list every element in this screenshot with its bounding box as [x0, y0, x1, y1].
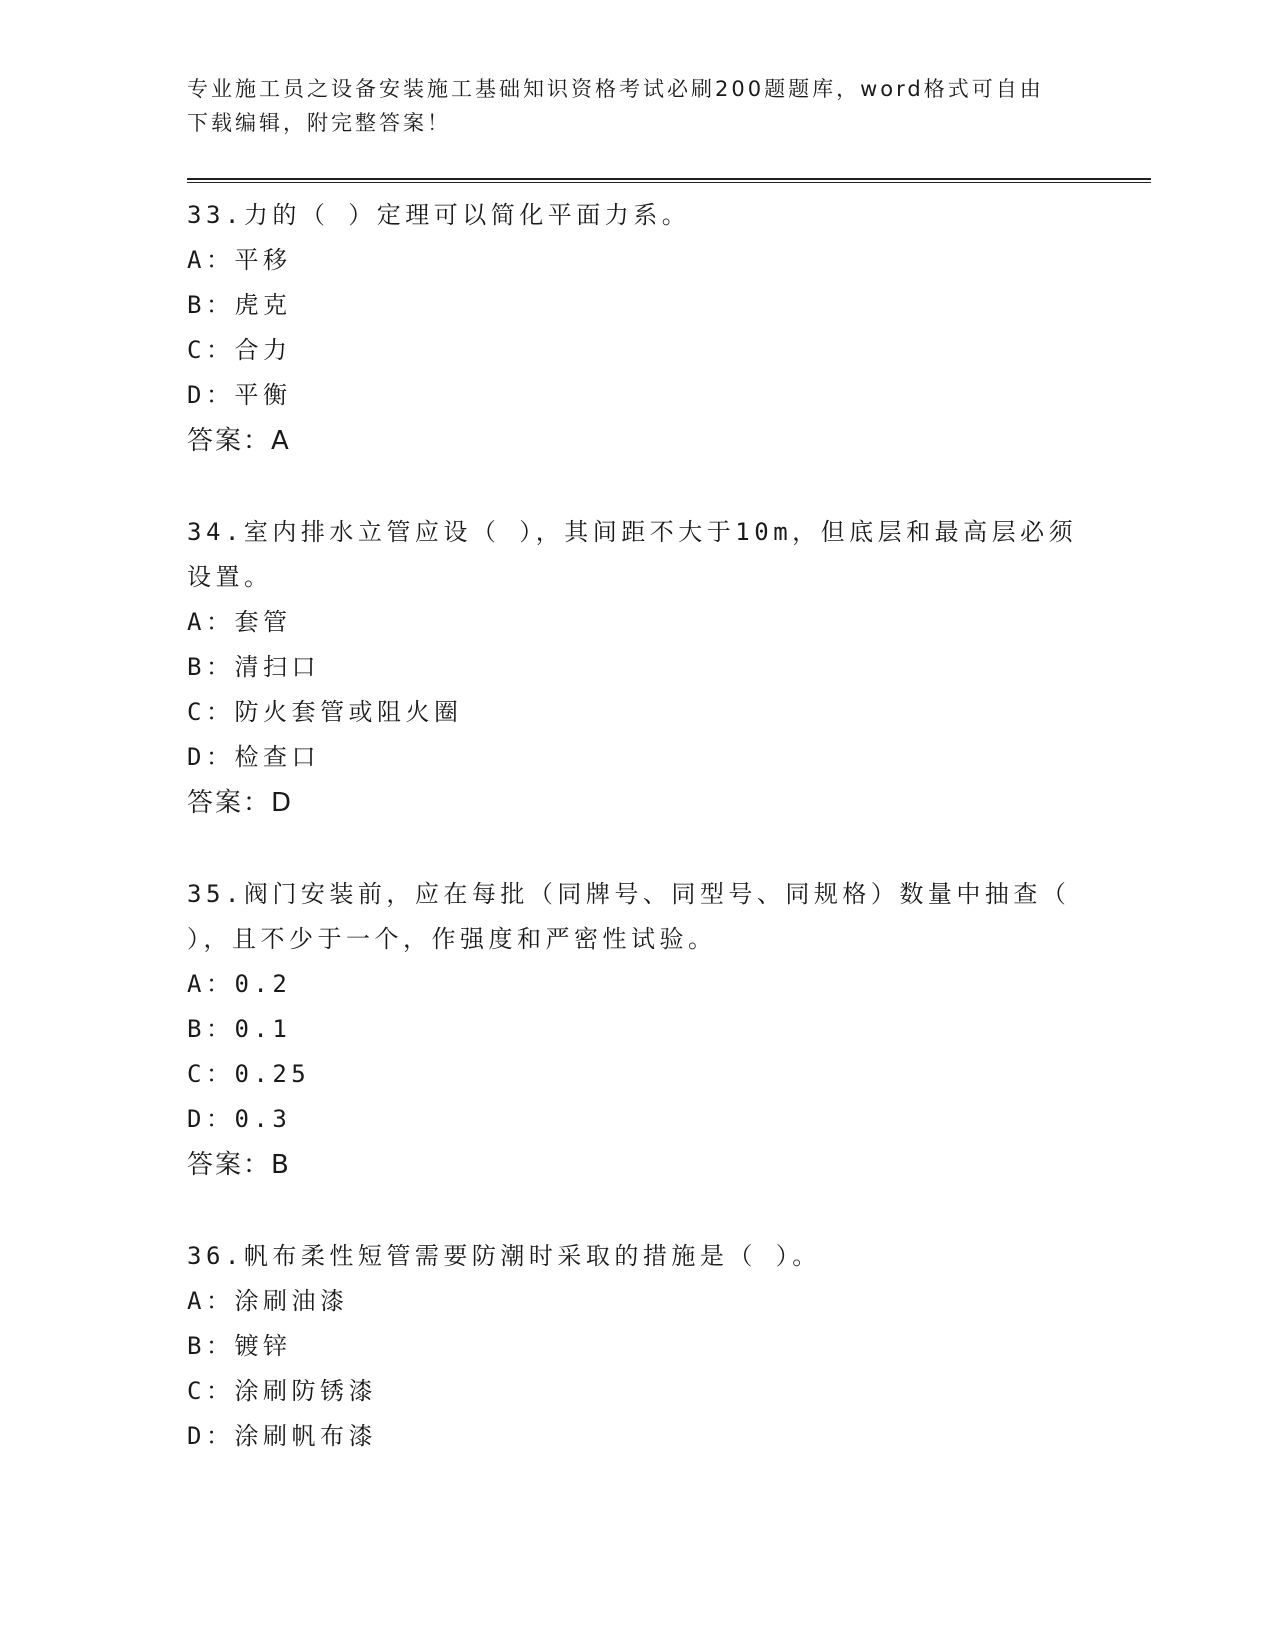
- question-stem: 33.力的（ ）定理可以简化平面力系。: [187, 201, 691, 229]
- question-34: [187, 510, 1147, 826]
- option-d: D：检查口: [187, 743, 320, 771]
- document-header: 专业施工员之设备安装施工基础知识资格考试必刷200题题库，word格式可自由下载编辑，附完整答案！: [187, 77, 1044, 135]
- option-c: C：涂刷防锈漆: [187, 1377, 377, 1405]
- option-b: B：镀锌: [187, 1332, 292, 1360]
- option-a: A：涂刷油漆: [187, 1287, 349, 1315]
- question-33: [187, 193, 1147, 464]
- option-d: D：平衡: [187, 381, 292, 409]
- option-b: B：虎克: [187, 291, 292, 319]
- option-c: C：0.25: [187, 1060, 311, 1088]
- header-divider: [187, 178, 1151, 183]
- option-c: C：防火套管或阻火圈: [187, 698, 463, 726]
- question-stem: 34.室内排水立管应设（ ），其间距不大于10m，但底层和最高层必须设置。: [187, 518, 1078, 591]
- question-list: [187, 193, 1147, 1459]
- answer-line: 答案：A: [187, 426, 291, 456]
- answer-line: 答案：D: [187, 788, 294, 818]
- option-d: D：涂刷帆布漆: [187, 1422, 377, 1450]
- option-b: B：0.1: [187, 1015, 292, 1043]
- question-36: [187, 1234, 1147, 1459]
- option-a: A：平移: [187, 246, 292, 274]
- question-35: [187, 872, 1147, 1188]
- option-d: D：0.3: [187, 1105, 292, 1133]
- option-c: C：合力: [187, 336, 292, 364]
- option-a: A：0.2: [187, 970, 292, 998]
- answer-line: 答案：B: [187, 1150, 291, 1180]
- question-stem: 36.帆布柔性短管需要防潮时采取的措施是（ ）。: [187, 1242, 821, 1270]
- document-page: [187, 72, 1147, 1505]
- option-a: A：套管: [187, 608, 292, 636]
- option-b: B：清扫口: [187, 653, 320, 681]
- question-stem: 35.阀门安装前，应在每批（同牌号、同型号、同规格）数量中抽查（ ），且不少于一个，作强度和严密性试验。: [187, 880, 1071, 953]
